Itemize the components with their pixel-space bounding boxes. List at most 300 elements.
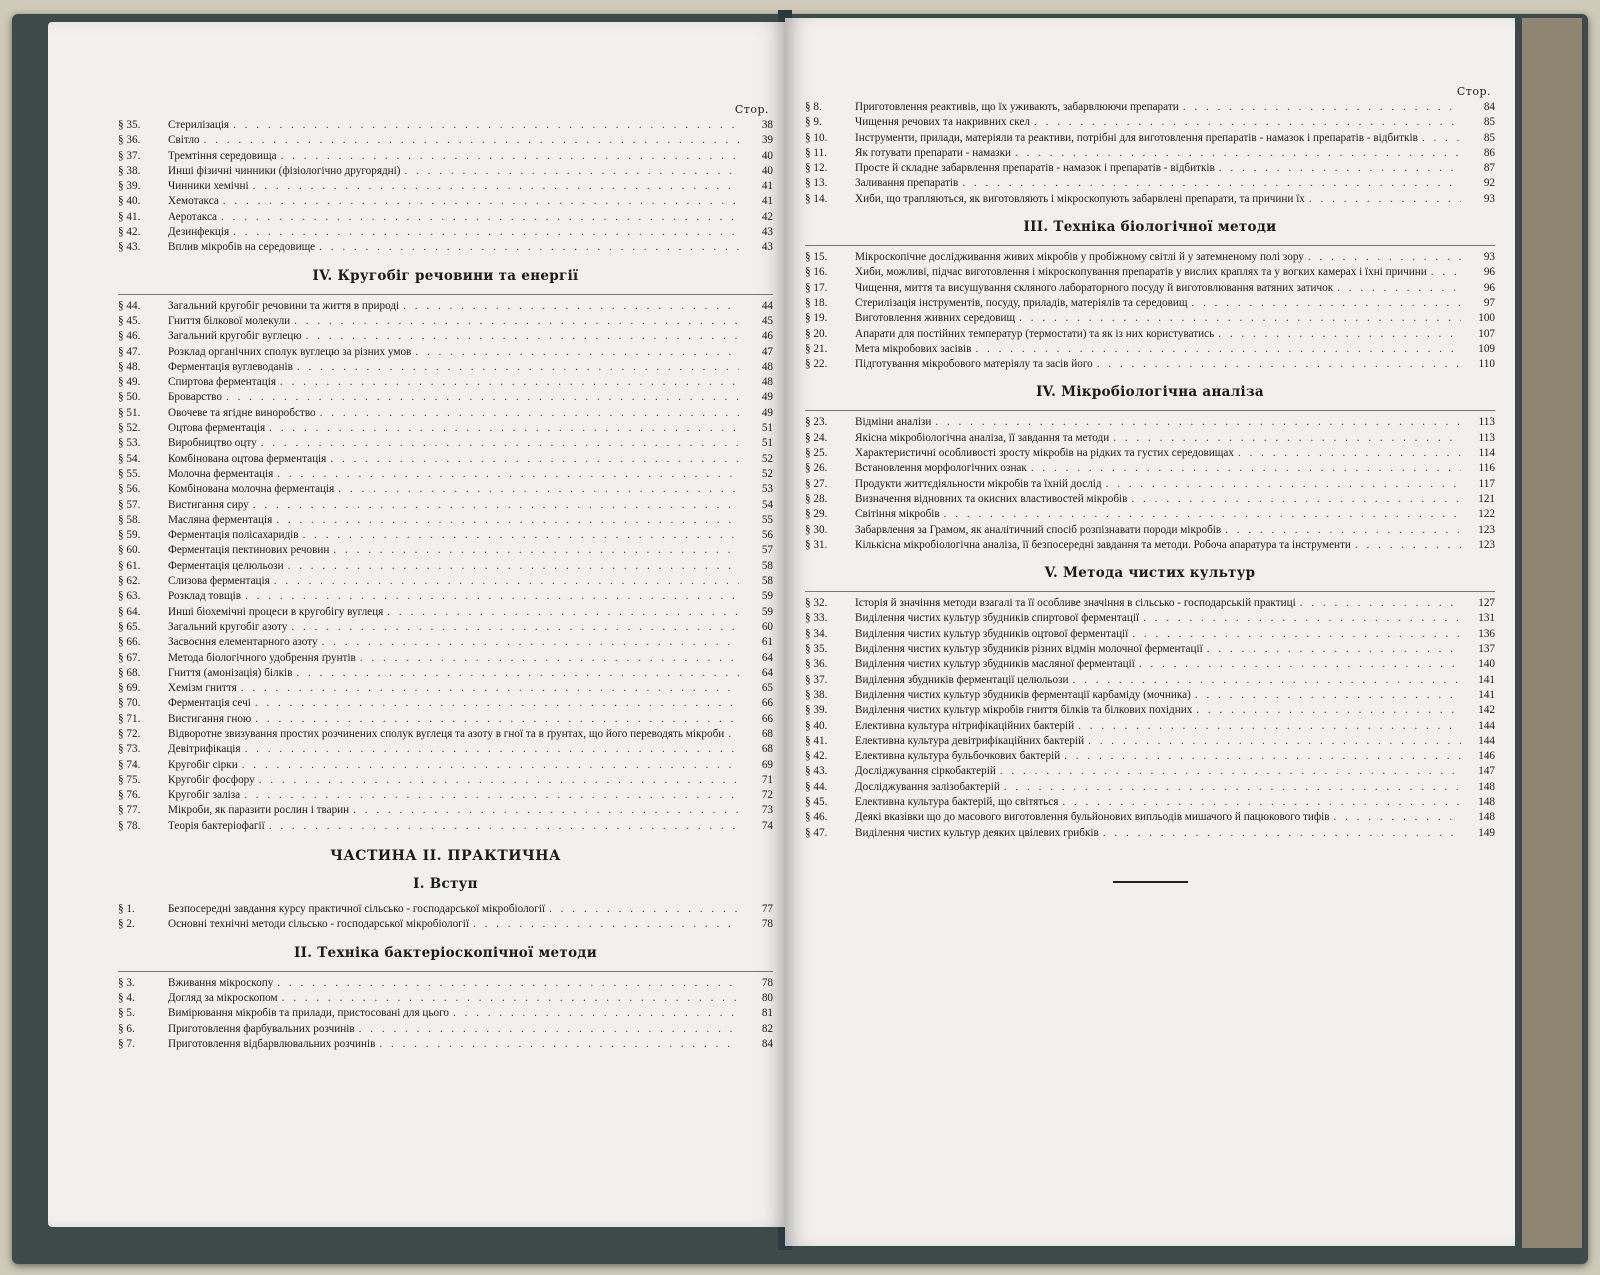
toc-leader-dots bbox=[242, 758, 739, 773]
toc-entry-title: Засвоєння елементарного азоту bbox=[168, 636, 318, 649]
toc-leader-dots bbox=[277, 976, 739, 991]
toc-entry-page: 148 bbox=[1478, 780, 1495, 793]
toc-entry bbox=[805, 477, 1495, 492]
toc-entry bbox=[118, 164, 773, 179]
toc-entry-number: § 61. bbox=[118, 559, 141, 572]
toc-entry-number: § 3. bbox=[118, 976, 135, 989]
toc-entry-title: Чищення речових та накривних скел bbox=[855, 116, 1030, 129]
toc-entry-title: Основні технічні методи сільсько - господарської мікробіології bbox=[168, 918, 469, 931]
toc-entry-page: 123 bbox=[1478, 523, 1495, 536]
toc-entry-page: 116 bbox=[1478, 462, 1495, 475]
toc-entry bbox=[805, 780, 1495, 795]
toc-entry-page: 87 bbox=[1483, 162, 1495, 175]
toc-leader-dots bbox=[294, 314, 739, 329]
toc-entry-title: Ферментація целюльози bbox=[168, 559, 284, 572]
toc-entry bbox=[118, 803, 773, 818]
left-page bbox=[48, 22, 788, 1227]
toc-entry-number: § 56. bbox=[118, 483, 141, 496]
divider bbox=[805, 591, 1495, 592]
toc-leader-dots bbox=[360, 651, 739, 666]
toc-entry-page: 81 bbox=[761, 1007, 773, 1020]
toc-leader-dots bbox=[1238, 446, 1461, 461]
toc-entry-page: 146 bbox=[1478, 750, 1495, 763]
toc-entry-title: Ферментація пектинових речовин bbox=[168, 544, 330, 557]
toc-leader-dots bbox=[1183, 100, 1461, 115]
toc-entry-title: Розклад органічних сполук вуглецю за різних умов bbox=[168, 345, 412, 358]
toc-entry bbox=[805, 431, 1495, 446]
toc-entry-number: § 69. bbox=[118, 682, 141, 695]
toc-entry-title: Виділення збудників ферментації целюльози bbox=[855, 673, 1069, 686]
toc-leader-dots bbox=[353, 803, 739, 818]
toc-entry-title: Стерилізація bbox=[168, 119, 230, 131]
toc-entry bbox=[805, 100, 1495, 115]
toc-entry-title: Відворотне звизування простих розчинених сполук вуглеця та азоту в гної та в ґрунтах, що його переводять мікроби bbox=[168, 727, 725, 740]
toc-entry-number: § 1. bbox=[118, 903, 135, 916]
toc-entry-number: § 52. bbox=[118, 422, 141, 435]
toc-leader-dots bbox=[1073, 673, 1461, 688]
toc-entry-page: 59 bbox=[761, 590, 773, 603]
toc-entry-title: Досліджування залізобактерій bbox=[855, 780, 1000, 793]
toc-entry-number: § 63. bbox=[118, 590, 141, 603]
toc-entry-number: § 32. bbox=[805, 597, 828, 610]
toc-entry-number: § 62. bbox=[118, 575, 141, 588]
toc-leader-dots bbox=[281, 149, 739, 164]
toc-entry-title: Світло bbox=[168, 134, 200, 147]
toc-entry bbox=[118, 390, 773, 405]
toc-leader-dots bbox=[322, 635, 739, 650]
toc-entry-page: 64 bbox=[761, 651, 773, 664]
toc-entry-number: § 34. bbox=[805, 627, 828, 640]
toc-entry-page: 57 bbox=[761, 544, 773, 557]
toc-leader-dots bbox=[223, 194, 739, 209]
toc-entry-page: 86 bbox=[1483, 146, 1495, 159]
toc-entry-page: 122 bbox=[1478, 508, 1495, 521]
section-heading: V. Метода чистих культур bbox=[1044, 565, 1256, 582]
toc-entry-page: 141 bbox=[1478, 673, 1495, 686]
toc-entry bbox=[805, 826, 1495, 841]
toc-entry-title: Хемотакса bbox=[168, 195, 219, 208]
toc-entry bbox=[118, 528, 773, 543]
toc-entry-title: Хемізм гниття bbox=[168, 682, 237, 695]
toc-leader-dots bbox=[1207, 642, 1461, 657]
toc-entry-title: Інструменти, прилади, матеріяли та реактиви, потрібні для виготовлення препаратів - намазок і препаратів - відбитків bbox=[855, 131, 1418, 144]
toc-leader-dots bbox=[330, 452, 739, 467]
toc-entry-title: Заливання препаратів bbox=[855, 177, 959, 190]
toc-entry-number: § 11. bbox=[805, 146, 827, 159]
toc-entry-number: § 65. bbox=[118, 620, 141, 633]
toc-entry bbox=[118, 225, 773, 240]
toc-entry-number: § 40. bbox=[805, 719, 828, 732]
toc-leader-dots bbox=[975, 342, 1461, 357]
toc-entry bbox=[805, 719, 1495, 734]
toc-entry-title: Приготовлення фарбувальних розчинів bbox=[168, 1022, 355, 1035]
toc-leader-dots bbox=[255, 712, 739, 727]
toc-entry-number: § 57. bbox=[118, 498, 141, 511]
toc-entry-title: Елективна культура бульбочкових бактерій bbox=[855, 750, 1061, 763]
toc-entry-page: 59 bbox=[761, 605, 773, 618]
toc-entry-page: 48 bbox=[761, 360, 773, 373]
toc-entry-title: Деякі вказівки що до масового виготовлення бульйонових випльодів мишачого й пацюкового тифів bbox=[855, 811, 1330, 824]
toc-leader-dots bbox=[453, 1006, 739, 1021]
toc-entry-title: Чищення, миття та висушування скляного лабораторного посуду й виготовлювання ватяних затичок bbox=[855, 281, 1334, 294]
toc-entry bbox=[118, 345, 773, 360]
toc-leader-dots bbox=[1103, 826, 1461, 841]
toc-entry-title: Мета мікробових засівів bbox=[855, 342, 972, 355]
toc-entry-page: 77 bbox=[761, 903, 773, 916]
toc-entry-title: Елективна культура бактерій, що світяться bbox=[855, 795, 1059, 808]
toc-leader-dots bbox=[291, 620, 739, 635]
toc-leader-dots bbox=[253, 179, 739, 194]
toc-leader-dots bbox=[338, 482, 739, 497]
toc-leader-dots bbox=[319, 240, 739, 255]
right-toc-column bbox=[805, 84, 1495, 883]
toc-leader-dots bbox=[1078, 719, 1461, 734]
toc-entry-page: 41 bbox=[761, 195, 773, 208]
toc-entry-title: Догляд за мікроскопом bbox=[168, 991, 278, 1004]
toc-entry-number: § 44. bbox=[805, 780, 828, 793]
toc-entry-number: § 55. bbox=[118, 467, 141, 480]
toc-entry bbox=[118, 651, 773, 666]
toc-entry-page: 68 bbox=[761, 743, 773, 756]
toc-leader-dots bbox=[204, 133, 739, 148]
toc-entry-number: § 33. bbox=[805, 612, 828, 625]
toc-entry-number: § 71. bbox=[118, 712, 141, 725]
toc-entry bbox=[118, 299, 773, 314]
toc-entry-title: Світіння мікробів bbox=[855, 508, 940, 521]
toc-entry bbox=[805, 311, 1495, 326]
toc-entry bbox=[118, 788, 773, 803]
toc-entry-number: § 60. bbox=[118, 544, 141, 557]
toc-leader-dots bbox=[296, 666, 739, 681]
toc-entry-page: 51 bbox=[761, 422, 773, 435]
toc-entry bbox=[118, 452, 773, 467]
toc-group bbox=[118, 976, 773, 1052]
toc-entry-page: 97 bbox=[1483, 296, 1495, 309]
toc-entry-title: Инші біохемічні процеси в кругобігу вуглеця bbox=[168, 605, 384, 618]
toc-group bbox=[805, 596, 1495, 841]
toc-entry-page: 44 bbox=[761, 299, 773, 312]
toc-leader-dots bbox=[944, 507, 1461, 522]
toc-entry-title: Вистигання сиру bbox=[168, 498, 249, 511]
toc-entry-title: Стерилізація інструментів, посуду, приладів, матеріялів та середовищ bbox=[855, 296, 1188, 309]
toc-entry-title: Підготування мікробового матеріялу та засів його bbox=[855, 358, 1093, 371]
toc-entry bbox=[118, 240, 773, 255]
toc-leader-dots bbox=[259, 773, 739, 788]
toc-entry bbox=[118, 118, 773, 133]
toc-entry-title: Дезинфекція bbox=[168, 226, 230, 239]
toc-entry-number: § 38. bbox=[805, 688, 828, 701]
toc-entry-number: § 12. bbox=[805, 162, 828, 175]
toc-entry-title: Вистигання гною bbox=[168, 712, 252, 725]
toc-entry-page: 54 bbox=[761, 498, 773, 511]
toc-leader-dots bbox=[261, 436, 739, 451]
toc-entry-page: 110 bbox=[1478, 358, 1495, 371]
toc-entry-title: Приготовлення відбарвлювальних розчинів bbox=[168, 1037, 376, 1050]
toc-entry-page: 82 bbox=[761, 1022, 773, 1035]
toc-entry bbox=[805, 415, 1495, 430]
toc-entry-title: Елективна культура девітрифікаційних бактерій bbox=[855, 734, 1085, 747]
toc-leader-dots bbox=[303, 528, 739, 543]
toc-entry-title: Якісна мікробіологічна аналіза, її завдання та методи bbox=[855, 431, 1110, 444]
toc-entry bbox=[805, 596, 1495, 611]
toc-entry-page: 93 bbox=[1483, 251, 1495, 264]
toc-entry-page: 43 bbox=[761, 241, 773, 254]
toc-entry-number: § 77. bbox=[118, 804, 141, 817]
toc-leader-dots bbox=[1431, 265, 1461, 280]
toc-entry-number: § 35. bbox=[118, 119, 141, 131]
toc-entry bbox=[118, 149, 773, 164]
toc-entry-title: Чинники хемічні bbox=[168, 180, 249, 193]
toc-entry-number: § 74. bbox=[118, 758, 141, 771]
right-page bbox=[785, 18, 1515, 1246]
toc-entry-page: 66 bbox=[761, 712, 773, 725]
toc-entry bbox=[805, 492, 1495, 507]
toc-leader-dots bbox=[935, 415, 1461, 430]
toc-entry-title: Вплив мікробів на середовище bbox=[168, 241, 316, 254]
toc-entry-number: § 47. bbox=[118, 345, 141, 358]
toc-leader-dots bbox=[255, 696, 739, 711]
toc-entry-title: Вимірювання мікробів та прилади, пристосовані для цього bbox=[168, 1007, 449, 1020]
toc-entry-title: Виділення чистих культур мікробів гниття білків та білкових похідних bbox=[855, 704, 1193, 717]
toc-entry-page: 74 bbox=[761, 819, 773, 832]
toc-leader-dots bbox=[333, 543, 739, 558]
toc-leader-dots bbox=[297, 360, 739, 375]
toc-entry bbox=[805, 131, 1495, 146]
toc-entry-number: § 27. bbox=[805, 477, 828, 490]
toc-entry-number: § 47. bbox=[805, 826, 828, 839]
toc-entry bbox=[805, 507, 1495, 522]
toc-entry-title: Виготовлення живних середовищ bbox=[855, 312, 1016, 325]
toc-entry-title: Метода біологічного удобрення ґрунтів bbox=[168, 651, 356, 664]
toc-leader-dots bbox=[241, 681, 739, 696]
page-column-label: Стор. bbox=[1456, 85, 1491, 98]
toc-entry bbox=[805, 657, 1495, 672]
toc-entry-number: § 30. bbox=[805, 523, 828, 536]
toc-entry-title: Слизова ферментація bbox=[168, 575, 270, 588]
toc-entry-number: § 40. bbox=[118, 195, 141, 208]
toc-entry-page: 42 bbox=[761, 210, 773, 223]
toc-entry-title: Мікроскопічне дослідживання живих мікробів у пробіжному світлі й у затемненому полі зору bbox=[855, 251, 1304, 264]
toc-entry-page: 40 bbox=[761, 164, 773, 177]
toc-entry bbox=[118, 574, 773, 589]
toc-entry-page: 121 bbox=[1478, 492, 1495, 505]
toc-entry-title: Характеристичні особливості зросту мікробів на рідких та густих середовищах bbox=[855, 447, 1234, 460]
toc-entry bbox=[805, 265, 1495, 280]
toc-leader-dots bbox=[221, 210, 739, 225]
toc-entry-page: 140 bbox=[1478, 658, 1495, 671]
toc-entry-page: 45 bbox=[761, 314, 773, 327]
divider bbox=[805, 245, 1495, 246]
toc-entry bbox=[805, 327, 1495, 342]
toc-entry-number: § 6. bbox=[118, 1022, 135, 1035]
toc-entry-page: 56 bbox=[761, 529, 773, 542]
toc-entry-title: Історія й значіння методи взагалі та її особливе значіння в сільсько - господарській практиці bbox=[855, 597, 1296, 610]
toc-leader-dots bbox=[233, 118, 739, 133]
toc-entry-page: 49 bbox=[761, 406, 773, 419]
toc-leader-dots bbox=[379, 1037, 739, 1052]
toc-entry-page: 107 bbox=[1478, 327, 1495, 340]
toc-entry bbox=[118, 712, 773, 727]
toc-entry-title: Молочна ферментація bbox=[168, 467, 274, 480]
toc-leader-dots bbox=[1019, 311, 1461, 326]
toc-entry-number: § 45. bbox=[118, 314, 141, 327]
toc-entry-page: 114 bbox=[1478, 447, 1495, 460]
toc-entry-page: 51 bbox=[761, 437, 773, 450]
toc-leader-dots bbox=[280, 375, 739, 390]
toc-entry-number: § 25. bbox=[805, 447, 828, 460]
toc-entry-title: Броварство bbox=[168, 391, 222, 404]
toc-entry-title: Виробництво оцту bbox=[168, 437, 257, 450]
toc-leader-dots bbox=[1113, 431, 1461, 446]
toc-entry-page: 84 bbox=[1483, 101, 1495, 113]
toc-entry-number: § 4. bbox=[118, 991, 135, 1004]
toc-entry-number: § 43. bbox=[805, 765, 828, 778]
toc-leader-dots bbox=[1355, 538, 1461, 553]
toc-entry bbox=[118, 133, 773, 148]
toc-leader-dots bbox=[1004, 780, 1461, 795]
toc-leader-dots bbox=[1097, 357, 1461, 372]
toc-entry-page: 48 bbox=[761, 376, 773, 389]
toc-entry bbox=[805, 342, 1495, 357]
toc-entry-title: Тремтіння середовища bbox=[168, 149, 277, 162]
toc-entry-page: 71 bbox=[761, 773, 773, 786]
toc-entry-number: § 23. bbox=[805, 416, 828, 429]
toc-entry-number: § 70. bbox=[118, 697, 141, 710]
toc-entry-title: Спиртова ферментація bbox=[168, 376, 277, 389]
toc-entry-number: § 45. bbox=[805, 795, 828, 808]
toc-entry bbox=[805, 734, 1495, 749]
toc-entry bbox=[805, 461, 1495, 476]
toc-leader-dots bbox=[1031, 461, 1461, 476]
toc-leader-dots bbox=[1300, 596, 1461, 611]
toc-entry-page: 127 bbox=[1478, 597, 1495, 610]
toc-entry-page: 96 bbox=[1483, 281, 1495, 294]
toc-group bbox=[805, 415, 1495, 553]
toc-entry-title: Ферментація сечі bbox=[168, 697, 251, 710]
toc-entry bbox=[118, 605, 773, 620]
toc-entry-title: Овочеве та ягідне виноробство bbox=[168, 406, 316, 419]
toc-entry-number: § 19. bbox=[805, 312, 828, 325]
toc-entry-page: 85 bbox=[1483, 116, 1495, 129]
toc-entry-page: 84 bbox=[761, 1037, 773, 1050]
toc-entry-number: § 44. bbox=[118, 299, 141, 312]
toc-entry-page: 142 bbox=[1478, 704, 1495, 717]
toc-entry-number: § 39. bbox=[118, 180, 141, 193]
toc-entry-number: § 31. bbox=[805, 538, 828, 551]
toc-entry-title: Розклад товщів bbox=[168, 590, 242, 603]
toc-entry-title: Девітрифікація bbox=[168, 743, 241, 756]
toc-entry-title: Кругобіг фосфору bbox=[168, 773, 255, 786]
toc-entry-title: Аеротакса bbox=[168, 210, 218, 223]
toc-group bbox=[118, 902, 773, 933]
part-heading: ЧАСТИНА II. ПРАКТИЧНА bbox=[330, 848, 561, 865]
toc-entry bbox=[805, 161, 1495, 176]
toc-entry bbox=[118, 976, 773, 991]
toc-entry-page: 64 bbox=[761, 666, 773, 679]
toc-entry-number: § 29. bbox=[805, 508, 828, 521]
toc-entry bbox=[805, 673, 1495, 688]
toc-entry-title: Загальний кругобіг речовини та життя в природі bbox=[168, 299, 400, 312]
toc-leader-dots bbox=[387, 605, 739, 620]
toc-entry-number: § 59. bbox=[118, 529, 141, 542]
toc-entry bbox=[805, 357, 1495, 372]
toc-entry-page: 47 bbox=[761, 345, 773, 358]
section-heading: I. Вступ bbox=[413, 876, 478, 893]
toc-entry bbox=[805, 538, 1495, 553]
toc-entry bbox=[805, 176, 1495, 191]
toc-entry bbox=[805, 446, 1495, 461]
toc-leader-dots bbox=[1088, 734, 1461, 749]
toc-entry-page: 123 bbox=[1478, 538, 1495, 551]
toc-entry-title: Відміни аналізи bbox=[855, 416, 932, 429]
toc-entry-number: § 26. bbox=[805, 462, 828, 475]
toc-entry-page: 131 bbox=[1478, 612, 1495, 625]
toc-leader-dots bbox=[1062, 795, 1461, 810]
toc-leader-dots bbox=[320, 406, 739, 421]
toc-entry-page: 41 bbox=[761, 180, 773, 193]
toc-entry-number: § 22. bbox=[805, 358, 828, 371]
divider bbox=[805, 410, 1495, 411]
toc-entry bbox=[118, 194, 773, 209]
toc-leader-dots bbox=[253, 498, 739, 513]
toc-entry-number: § 46. bbox=[805, 811, 828, 824]
toc-entry-number: § 2. bbox=[118, 918, 135, 931]
toc-entry-title: Продукти життєдіяльности мікробів та їхній дослід bbox=[855, 477, 1102, 490]
toc-entry-title: Встановлення морфологічних ознак bbox=[855, 462, 1027, 475]
toc-leader-dots bbox=[1422, 131, 1461, 146]
toc-entry bbox=[805, 642, 1495, 657]
toc-entry-number: § 49. bbox=[118, 376, 141, 389]
toc-entry-title: Ферментація полісахаридів bbox=[168, 529, 299, 542]
toc-entry bbox=[118, 620, 773, 635]
toc-entry-page: 65 bbox=[761, 682, 773, 695]
toc-entry bbox=[805, 296, 1495, 311]
toc-entry-page: 113 bbox=[1478, 416, 1495, 429]
toc-leader-dots bbox=[1309, 192, 1461, 207]
toc-entry-number: § 41. bbox=[805, 734, 828, 747]
toc-entry-number: § 51. bbox=[118, 406, 141, 419]
toc-entry-page: 55 bbox=[761, 513, 773, 526]
toc-entry-page: 46 bbox=[761, 330, 773, 343]
toc-entry-title: Кількісна мікробіологічна аналіза, її безпосередні завдання та методи. Робоча апаратура та інструменти bbox=[855, 538, 1351, 551]
toc-entry-page: 136 bbox=[1478, 627, 1495, 640]
toc-entry bbox=[805, 611, 1495, 626]
toc-entry-number: § 76. bbox=[118, 789, 141, 802]
toc-entry-number: § 43. bbox=[118, 241, 141, 254]
toc-leader-dots bbox=[1064, 749, 1461, 764]
toc-entry-page: 93 bbox=[1483, 192, 1495, 205]
toc-entry-page: 141 bbox=[1478, 688, 1495, 701]
toc-entry-title: Кругобіг сірки bbox=[168, 758, 238, 771]
page-column-label: Стор. bbox=[734, 103, 769, 116]
toc-entry-number: § 48. bbox=[118, 360, 141, 373]
toc-entry-page: 73 bbox=[761, 804, 773, 817]
toc-entry-page: 61 bbox=[761, 636, 773, 649]
toc-entry-page: 78 bbox=[761, 918, 773, 931]
toc-leader-dots bbox=[1196, 703, 1461, 718]
toc-entry-number: § 18. bbox=[805, 296, 828, 309]
toc-entry-number: § 72. bbox=[118, 727, 141, 740]
toc-entry-number: § 37. bbox=[805, 673, 828, 686]
toc-entry-page: 68 bbox=[761, 727, 773, 740]
end-rule bbox=[1113, 881, 1188, 883]
toc-group bbox=[118, 299, 773, 834]
toc-leader-dots bbox=[1225, 523, 1461, 538]
toc-entry bbox=[118, 179, 773, 194]
toc-entry-number: § 53. bbox=[118, 437, 141, 450]
left-toc-column bbox=[118, 102, 773, 1052]
toc-entry-number: § 67. bbox=[118, 651, 141, 664]
